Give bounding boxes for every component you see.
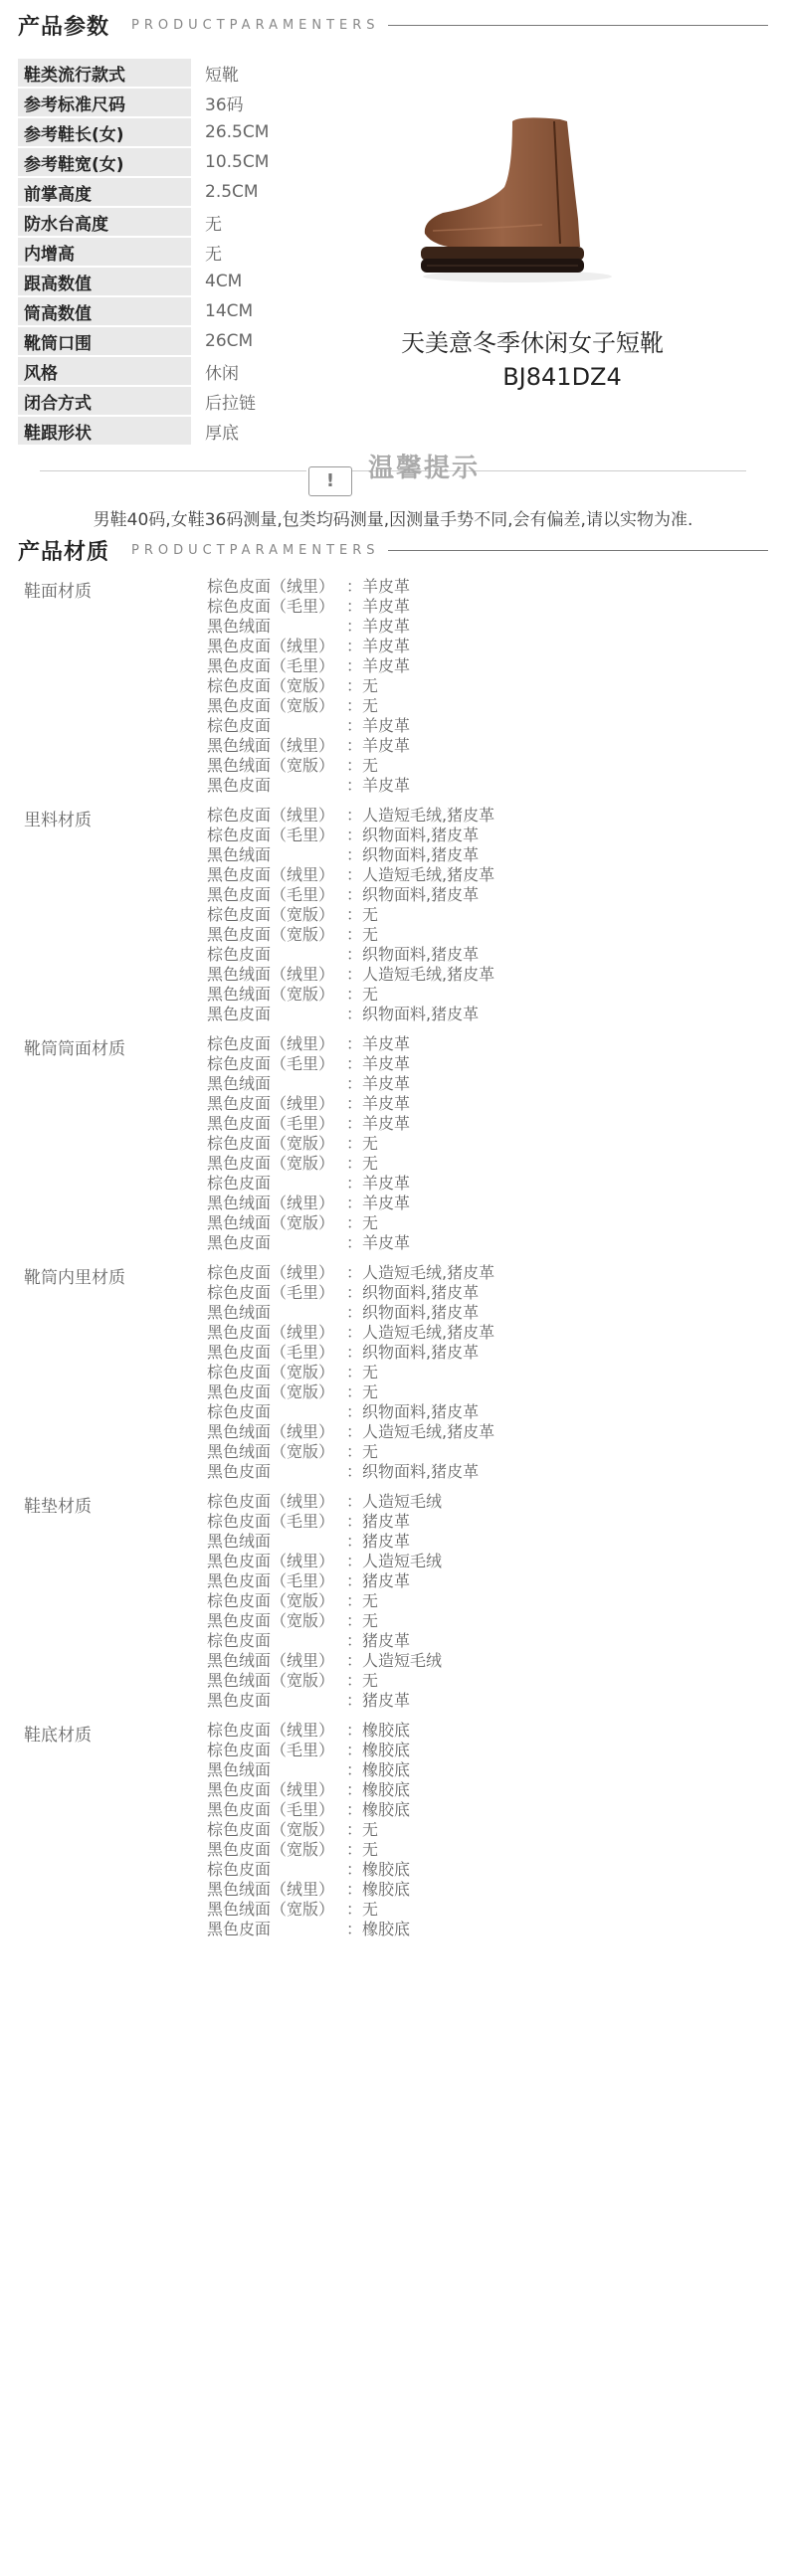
material-variant: 黑色绒面 [207, 617, 272, 636]
exclamation-icon: ! [308, 466, 352, 496]
material-row [207, 617, 410, 637]
material-row [207, 1363, 378, 1382]
material-value: ：织物面料,猪皮革 [346, 1402, 480, 1421]
material-row [207, 1054, 410, 1074]
material-variant: 黑色皮面（宽版） [207, 696, 335, 715]
material-value: ：羊皮革 [346, 597, 411, 616]
material-variant: 棕色皮面（绒里） [207, 1034, 335, 1053]
material-group-name: 鞋垫材质 [24, 1497, 92, 1517]
param-label: 参考鞋长(女) [18, 118, 191, 146]
material-value: ：织物面料,猪皮革 [346, 945, 480, 964]
material-row [207, 776, 410, 796]
param-value: 14CM [205, 301, 254, 321]
material-variant: 黑色绒面 [207, 1532, 272, 1551]
material-row [207, 716, 410, 736]
material-variant: 黑色皮面（绒里） [207, 1552, 335, 1570]
material-variant: 黑色皮面 [207, 776, 272, 795]
materials-section-title: 产品材质 [18, 540, 110, 565]
material-variant: 黑色绒面（宽版） [207, 1671, 335, 1690]
param-value: 厚底 [205, 423, 239, 444]
material-variant: 黑色皮面（绒里） [207, 1094, 335, 1113]
material-row [207, 1194, 410, 1213]
material-value: ：猪皮革 [346, 1631, 411, 1650]
material-variant: 棕色皮面（宽版） [207, 1134, 335, 1153]
material-variant: 棕色皮面（绒里） [207, 1492, 335, 1511]
material-variant: 黑色皮面（绒里） [207, 1780, 335, 1799]
material-value: ：织物面料,猪皮革 [346, 845, 480, 864]
param-label: 靴筒口围 [18, 327, 191, 355]
material-value: ：人造短毛绒,猪皮革 [346, 1323, 495, 1342]
material-value: ：织物面料,猪皮革 [346, 1462, 480, 1481]
material-value: ：无 [346, 985, 379, 1004]
material-value: ：无 [346, 905, 379, 924]
material-variant: 黑色绒面 [207, 845, 272, 864]
material-variant: 棕色皮面（绒里） [207, 577, 335, 596]
param-label: 鞋跟形状 [18, 417, 191, 445]
material-value: ：织物面料,猪皮革 [346, 1303, 480, 1322]
material-value: ：人造短毛绒,猪皮革 [346, 806, 495, 825]
material-row [207, 1034, 410, 1054]
material-row [207, 865, 494, 885]
material-row [207, 925, 378, 945]
notice-divider-left [40, 470, 306, 471]
material-value: ：无 [346, 1591, 379, 1610]
material-value: ：橡胶底 [346, 1721, 411, 1740]
material-variant: 棕色皮面（宽版） [207, 1591, 335, 1610]
material-value: ：无 [346, 1671, 379, 1690]
material-value: ：织物面料,猪皮革 [346, 1005, 480, 1023]
material-row [207, 656, 410, 676]
material-variant: 黑色绒面（宽版） [207, 1442, 335, 1461]
material-row [207, 1840, 378, 1860]
material-variant: 黑色绒面（绒里） [207, 1422, 335, 1441]
material-value: ：羊皮革 [346, 656, 411, 675]
param-row [18, 267, 396, 296]
material-value: ：无 [346, 676, 379, 695]
material-variant: 棕色皮面（绒里） [207, 806, 335, 825]
material-value: ：猪皮革 [346, 1512, 411, 1531]
material-variant: 黑色绒面（绒里） [207, 1651, 335, 1670]
material-variant: 黑色皮面（宽版） [207, 1154, 335, 1173]
material-row [207, 885, 479, 905]
material-variant: 棕色皮面（宽版） [207, 1363, 335, 1381]
material-row [207, 736, 410, 756]
params-section-divider [388, 25, 768, 26]
params-section-header [18, 10, 768, 41]
material-variant: 黑色绒面（绒里） [207, 1194, 335, 1212]
material-row [207, 965, 494, 985]
material-row [207, 905, 378, 925]
materials-section-divider [388, 550, 768, 551]
material-value: ：无 [346, 1154, 379, 1173]
material-row [207, 676, 378, 696]
param-value: 36码 [205, 94, 244, 115]
material-variant: 黑色皮面 [207, 1005, 272, 1023]
material-variant: 棕色皮面（毛里） [207, 1741, 335, 1759]
material-variant: 棕色皮面（毛里） [207, 1283, 335, 1302]
material-value: ：猪皮革 [346, 1571, 411, 1590]
material-value: ：橡胶底 [346, 1860, 411, 1879]
material-variant: 黑色绒面（绒里） [207, 1880, 335, 1899]
param-row [18, 326, 396, 356]
material-variant: 棕色皮面 [207, 1631, 272, 1650]
param-row [18, 207, 396, 237]
material-row [207, 1651, 442, 1671]
material-value: ：无 [346, 1363, 379, 1381]
material-row [207, 1591, 378, 1611]
material-row [207, 1154, 378, 1174]
material-row [207, 1323, 494, 1343]
material-variant: 黑色皮面 [207, 1462, 272, 1481]
material-variant: 棕色皮面（绒里） [207, 1263, 335, 1282]
material-value: ：羊皮革 [346, 1094, 411, 1113]
material-value: ：羊皮革 [346, 617, 411, 636]
material-value: ：人造短毛绒,猪皮革 [346, 865, 495, 884]
param-row [18, 386, 396, 416]
material-variant: 黑色绒面（绒里） [207, 965, 335, 984]
material-row [207, 806, 494, 826]
material-value: ：羊皮革 [346, 1174, 411, 1193]
material-value: ：人造短毛绒 [346, 1651, 443, 1670]
material-value: ：人造短毛绒,猪皮革 [346, 1422, 495, 1441]
material-value: ：羊皮革 [346, 716, 411, 735]
material-variant: 黑色皮面（绒里） [207, 865, 335, 884]
material-row [207, 1283, 479, 1303]
material-row [207, 1512, 410, 1532]
param-label: 鞋类流行款式 [18, 59, 191, 87]
material-row [207, 1213, 378, 1233]
material-value: ：羊皮革 [346, 1034, 411, 1053]
material-variant: 黑色皮面（毛里） [207, 1114, 335, 1133]
material-value: ：猪皮革 [346, 1691, 411, 1710]
material-group-name: 靴筒内里材质 [24, 1268, 125, 1288]
material-variant: 棕色皮面（宽版） [207, 905, 335, 924]
material-row [207, 1631, 410, 1651]
material-row [207, 1382, 378, 1402]
material-variant: 黑色皮面（宽版） [207, 1840, 335, 1859]
material-variant: 棕色皮面（宽版） [207, 1820, 335, 1839]
material-variant: 棕色皮面 [207, 1860, 272, 1879]
material-row [207, 1611, 378, 1631]
material-value: ：羊皮革 [346, 776, 411, 795]
material-variant: 黑色皮面（毛里） [207, 656, 335, 675]
material-value: ：无 [346, 1611, 379, 1630]
material-row [207, 1134, 378, 1154]
param-row [18, 237, 396, 267]
material-value: ：无 [346, 696, 379, 715]
material-value: ：无 [346, 1442, 379, 1461]
material-row [207, 1114, 410, 1134]
material-variant: 黑色绒面（宽版） [207, 756, 335, 775]
material-row [207, 1263, 494, 1283]
material-value: ：人造短毛绒 [346, 1492, 443, 1511]
param-label: 跟高数值 [18, 268, 191, 295]
materials-section-header [18, 535, 768, 566]
material-variant: 黑色绒面（宽版） [207, 1900, 335, 1919]
material-value: ：羊皮革 [346, 1074, 411, 1093]
material-row [207, 985, 378, 1005]
param-row [18, 147, 396, 177]
param-label: 防水台高度 [18, 208, 191, 236]
material-variant: 棕色皮面（毛里） [207, 597, 335, 616]
material-value: ：橡胶底 [346, 1920, 411, 1938]
material-row [207, 1532, 410, 1552]
material-row [207, 1800, 410, 1820]
material-value: ：无 [346, 925, 379, 944]
material-row [207, 597, 410, 617]
material-group-name: 鞋面材质 [24, 582, 92, 602]
material-row [207, 1422, 494, 1442]
material-row [207, 845, 479, 865]
material-row [207, 1671, 378, 1691]
material-row [207, 1442, 378, 1462]
material-variant: 黑色皮面 [207, 1920, 272, 1938]
material-value: ：羊皮革 [346, 577, 411, 596]
material-value: ：羊皮革 [346, 637, 411, 655]
param-label: 参考标准尺码 [18, 89, 191, 116]
material-row [207, 826, 479, 845]
material-variant: 黑色绒面 [207, 1074, 272, 1093]
param-value: 10.5CM [205, 152, 270, 172]
material-variant: 棕色皮面（毛里） [207, 1054, 335, 1073]
material-variant: 黑色皮面（宽版） [207, 925, 335, 944]
material-value: ：羊皮革 [346, 736, 411, 755]
material-variant: 黑色皮面（宽版） [207, 1382, 335, 1401]
material-row [207, 1005, 479, 1024]
material-value: ：羊皮革 [346, 1054, 411, 1073]
material-row [207, 1860, 410, 1880]
material-variant: 黑色皮面 [207, 1233, 272, 1252]
material-row [207, 1303, 479, 1323]
param-row [18, 88, 396, 117]
material-row [207, 696, 378, 716]
param-label: 风格 [18, 357, 191, 385]
material-row [207, 577, 410, 597]
material-row [207, 1492, 442, 1512]
param-label: 闭合方式 [18, 387, 191, 415]
param-row [18, 177, 396, 207]
material-value: ：猪皮革 [346, 1532, 411, 1551]
material-variant: 黑色绒面（绒里） [207, 736, 335, 755]
material-variant: 棕色皮面（毛里） [207, 1512, 335, 1531]
material-row [207, 1571, 410, 1591]
params-section-title: 产品参数 [18, 15, 110, 40]
material-variant: 黑色皮面（绒里） [207, 637, 335, 655]
material-row [207, 1343, 479, 1363]
notice-panel [0, 443, 786, 537]
params-table [18, 58, 396, 446]
material-value: ：羊皮革 [346, 1233, 411, 1252]
material-variant: 黑色绒面 [207, 1760, 272, 1779]
material-value: ：人造短毛绒 [346, 1552, 443, 1570]
param-value: 4CM [205, 272, 243, 291]
material-value: ：无 [346, 1820, 379, 1839]
material-group-name: 靴筒筒面材质 [24, 1039, 125, 1059]
material-value: ：人造短毛绒,猪皮革 [346, 1263, 495, 1282]
product-name: 天美意冬季休闲女子短靴 [401, 329, 664, 357]
material-row [207, 1721, 410, 1741]
material-value: ：橡胶底 [346, 1780, 411, 1799]
param-label: 筒高数值 [18, 297, 191, 325]
material-row [207, 1820, 378, 1840]
param-value: 26CM [205, 331, 254, 351]
param-value: 2.5CM [205, 182, 259, 202]
param-value: 休闲 [205, 363, 239, 384]
material-value: ：织物面料,猪皮革 [346, 885, 480, 904]
product-image [393, 109, 622, 288]
params-section-subtitle: PRODUCTPARAMENTERS [131, 18, 380, 33]
material-variant: 棕色皮面（宽版） [207, 676, 335, 695]
param-row [18, 117, 396, 147]
material-value: ：无 [346, 756, 379, 775]
material-row [207, 1094, 410, 1114]
material-value: ：羊皮革 [346, 1114, 411, 1133]
material-row [207, 1691, 410, 1711]
material-row [207, 1741, 410, 1760]
param-value: 短靴 [205, 65, 239, 86]
material-variant: 黑色皮面（宽版） [207, 1611, 335, 1630]
material-variant: 棕色皮面 [207, 1402, 272, 1421]
material-row [207, 1780, 410, 1800]
material-value: ：无 [346, 1134, 379, 1153]
material-value: ：无 [346, 1840, 379, 1859]
material-variant: 黑色绒面（宽版） [207, 985, 335, 1004]
material-variant: 黑色皮面（毛里） [207, 1343, 335, 1362]
material-variant: 棕色皮面 [207, 945, 272, 964]
material-value: ：织物面料,猪皮革 [346, 1343, 480, 1362]
material-variant: 黑色皮面（毛里） [207, 1800, 335, 1819]
param-value: 后拉链 [205, 393, 256, 414]
notice-text: 男鞋40码,女鞋36码测量,包类均码测量,因测量手势不同,会有偏差,请以实物为准. [93, 510, 693, 530]
param-label: 参考鞋宽(女) [18, 148, 191, 176]
material-variant: 黑色绒面 [207, 1303, 272, 1322]
material-group-name: 里料材质 [24, 811, 92, 830]
material-value: ：橡胶底 [346, 1741, 411, 1759]
param-row [18, 416, 396, 446]
material-row [207, 1402, 479, 1422]
param-row [18, 58, 396, 88]
material-value: ：织物面料,猪皮革 [346, 1283, 480, 1302]
material-row [207, 1174, 410, 1194]
material-row [207, 1233, 410, 1253]
material-group-name: 鞋底材质 [24, 1726, 92, 1746]
material-row [207, 1074, 410, 1094]
material-row [207, 1760, 410, 1780]
param-row [18, 296, 396, 326]
material-value: ：橡胶底 [346, 1800, 411, 1819]
material-variant: 黑色皮面（毛里） [207, 885, 335, 904]
material-row [207, 1552, 442, 1571]
material-variant: 棕色皮面（毛里） [207, 826, 335, 844]
param-label: 内增高 [18, 238, 191, 266]
material-value: ：羊皮革 [346, 1194, 411, 1212]
material-variant: 棕色皮面 [207, 1174, 272, 1193]
param-label: 前掌高度 [18, 178, 191, 206]
notice-title: 温馨提示 [368, 454, 481, 483]
material-row [207, 945, 479, 965]
material-row [207, 1900, 378, 1920]
material-variant: 黑色皮面（绒里） [207, 1323, 335, 1342]
material-row [207, 756, 378, 776]
material-row [207, 1880, 410, 1900]
material-variant: 棕色皮面 [207, 716, 272, 735]
product-model: BJ841DZ4 [502, 363, 622, 391]
material-row [207, 637, 410, 656]
material-value: ：无 [346, 1213, 379, 1232]
material-value: ：无 [346, 1900, 379, 1919]
material-variant: 黑色绒面（宽版） [207, 1213, 335, 1232]
param-value: 无 [205, 214, 222, 235]
material-value: ：无 [346, 1382, 379, 1401]
param-row [18, 356, 396, 386]
materials-section-subtitle: PRODUCTPARAMENTERS [131, 543, 380, 558]
material-row [207, 1920, 410, 1939]
material-value: ：人造短毛绒,猪皮革 [346, 965, 495, 984]
material-row [207, 1462, 479, 1482]
param-value: 26.5CM [205, 122, 270, 142]
material-value: ：橡胶底 [346, 1760, 411, 1779]
param-value: 无 [205, 244, 222, 265]
material-variant: 黑色皮面（毛里） [207, 1571, 335, 1590]
material-variant: 黑色皮面 [207, 1691, 272, 1710]
material-value: ：织物面料,猪皮革 [346, 826, 480, 844]
material-value: ：橡胶底 [346, 1880, 411, 1899]
material-variant: 棕色皮面（绒里） [207, 1721, 335, 1740]
